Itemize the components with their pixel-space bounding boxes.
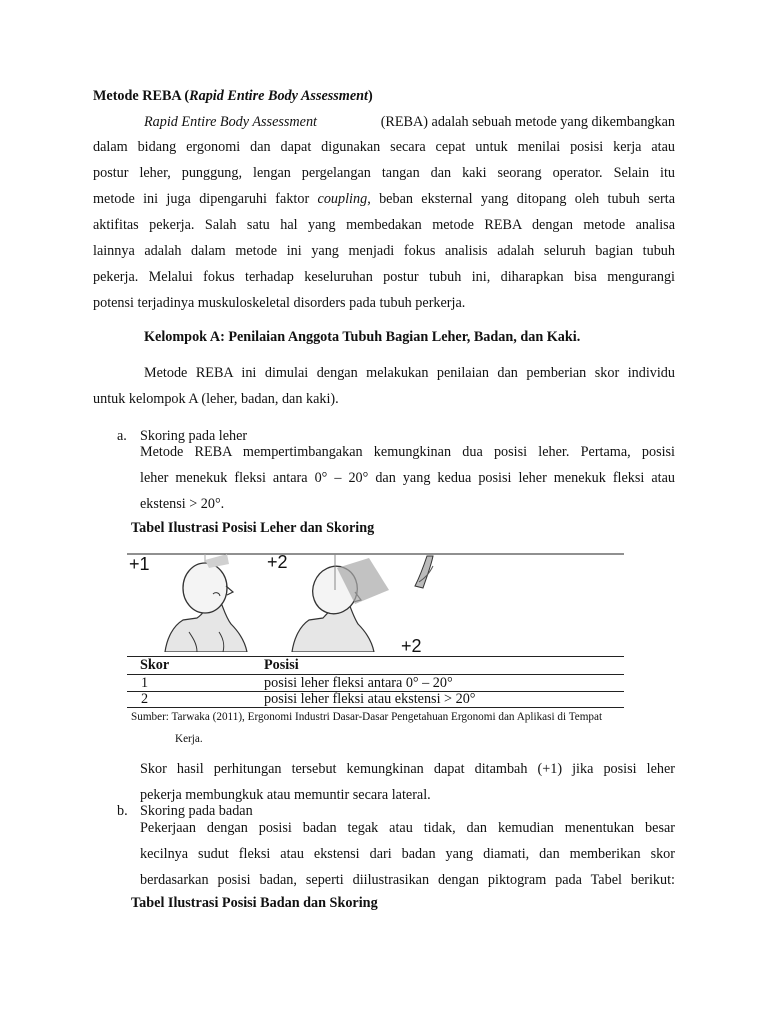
- intro-line-4-a: metode ini juga dipengaruhi faktor: [93, 191, 318, 207]
- table-leher-bottom-rule: [127, 707, 624, 708]
- table-badan-caption: Tabel Ilustrasi Posisi Badan dan Skoring: [131, 895, 378, 911]
- intro-line-8: potensi terjadinya muskuloskeletal disorders pada tubuh perkerja.: [93, 295, 466, 311]
- intro-line-4: [93, 192, 675, 206]
- title-italic: Rapid Entire Body Assessment: [189, 88, 368, 104]
- section-a-line-2: leher menekuk fleksi antara 0° – 20° dan yang kedua posisi leher menekuk fleksi atau: [140, 470, 675, 486]
- table-row-2-posisi: posisi leher fleksi atau ekstensi > 20°: [264, 691, 476, 707]
- table-row-1-skor: 1: [141, 675, 149, 691]
- group-a-line-2: untuk kelompok A (leher, badan, dan kaki).: [93, 391, 339, 407]
- skor-note-line-1: Skor hasil perhitungan tersebut kemungkinan dapat ditambah (+1) jika posisi leher: [140, 761, 675, 777]
- title-prefix: Metode REBA (: [93, 88, 190, 104]
- table-row-1-posisi: posisi leher fleksi antara 0° – 20°: [264, 675, 453, 691]
- neck-figure-extension-fragment: [415, 556, 433, 588]
- section-b-line-2: kecilnya sudut fleksi atau ekstensi dari badan yang diamati, dan memberikan skor: [140, 846, 675, 862]
- neck-posture-illustration: [127, 548, 627, 652]
- intro-line-7: pekerja. Melalui fokus terhadap keseluruhan postur tubuh ini, diharapkan bisa mengurangi: [93, 269, 675, 285]
- table-source-line-1: Sumber: Tarwaka (2011), Ergonomi Industri Dasar-Dasar Pengetahuan Ergonomi dan Aplikasi di Tempat: [131, 711, 603, 723]
- table-header-posisi: Posisi: [264, 657, 299, 673]
- section-b-heading: Skoring pada badan: [140, 803, 253, 819]
- table-source-line-2: Kerja.: [175, 733, 203, 745]
- fig-label-plus2-a: +2: [267, 552, 288, 572]
- group-a-line-1: Metode REBA ini dimulai dengan melakukan penilaian dan pemberian skor individu: [144, 365, 675, 381]
- table-leher-caption: Tabel Ilustrasi Posisi Leher dan Skoring: [131, 520, 375, 536]
- group-a-heading: Kelompok A: Penilaian Anggota Tubuh Bagian Leher, Badan, dan Kaki.: [144, 329, 581, 345]
- intro-line-6: lainnya adalah dalam metode ini yang menjadi fokus analisis adalah seluruh bagian tubuh: [93, 243, 675, 259]
- intro-line-4-b: , beban eksternal yang ditopang oleh tubuh serta: [367, 191, 675, 207]
- section-a-heading: Skoring pada leher: [140, 428, 248, 444]
- intro-line-5: aktifitas pekerja. Salah satu hal yang membedakan metode REBA dengan metode analisa: [93, 217, 675, 233]
- intro-coupling: coupling: [317, 191, 368, 207]
- section-a-line-1: Metode REBA mempertimbangakan kemungkinan dua posisi leher. Pertama, posisi: [140, 444, 675, 460]
- intro-line-1-rest: (REBA) adalah sebuah metode yang dikembangkan: [377, 114, 675, 130]
- fig-label-plus2-b: +2: [401, 636, 422, 652]
- fig-label-plus1: +1: [129, 554, 150, 574]
- skor-note-line-2: pekerja membungkuk atau memuntir secara lateral.: [140, 787, 431, 803]
- section-a-line-3: ekstensi > 20°.: [140, 496, 225, 512]
- intro-line-1: [144, 115, 675, 129]
- title-suffix: ): [367, 88, 373, 104]
- intro-line-3: postur leher, punggung, lengan pergelangan tangan dan kaki seorang operator. Selain itu: [93, 165, 675, 181]
- list-marker-a: a.: [117, 428, 127, 444]
- neck-posture-figure: [127, 548, 627, 652]
- table-row-2-skor: 2: [141, 691, 149, 707]
- table-header-skor: Skor: [140, 657, 170, 673]
- table-leher-header-top-rule: [127, 656, 624, 657]
- intro-line-2: dalam bidang ergonomi dan dapat digunakan secara cepat untuk menilai posisi kerja atau: [93, 139, 675, 155]
- section-title: [93, 89, 373, 103]
- section-b-line-3: berdasarkan posisi badan, seperti diilustrasikan dengan piktogram pada Tabel berikut:: [140, 872, 675, 888]
- neck-figure-upright: [165, 554, 247, 652]
- intro-italic-term: Rapid Entire Body Assessment: [144, 114, 317, 130]
- neck-figure-flexed: [292, 554, 389, 652]
- section-b-line-1: Pekerjaan dengan posisi badan tegak atau tidak, dan kemudian menentukan besar: [140, 820, 675, 836]
- list-marker-b: b.: [117, 803, 128, 819]
